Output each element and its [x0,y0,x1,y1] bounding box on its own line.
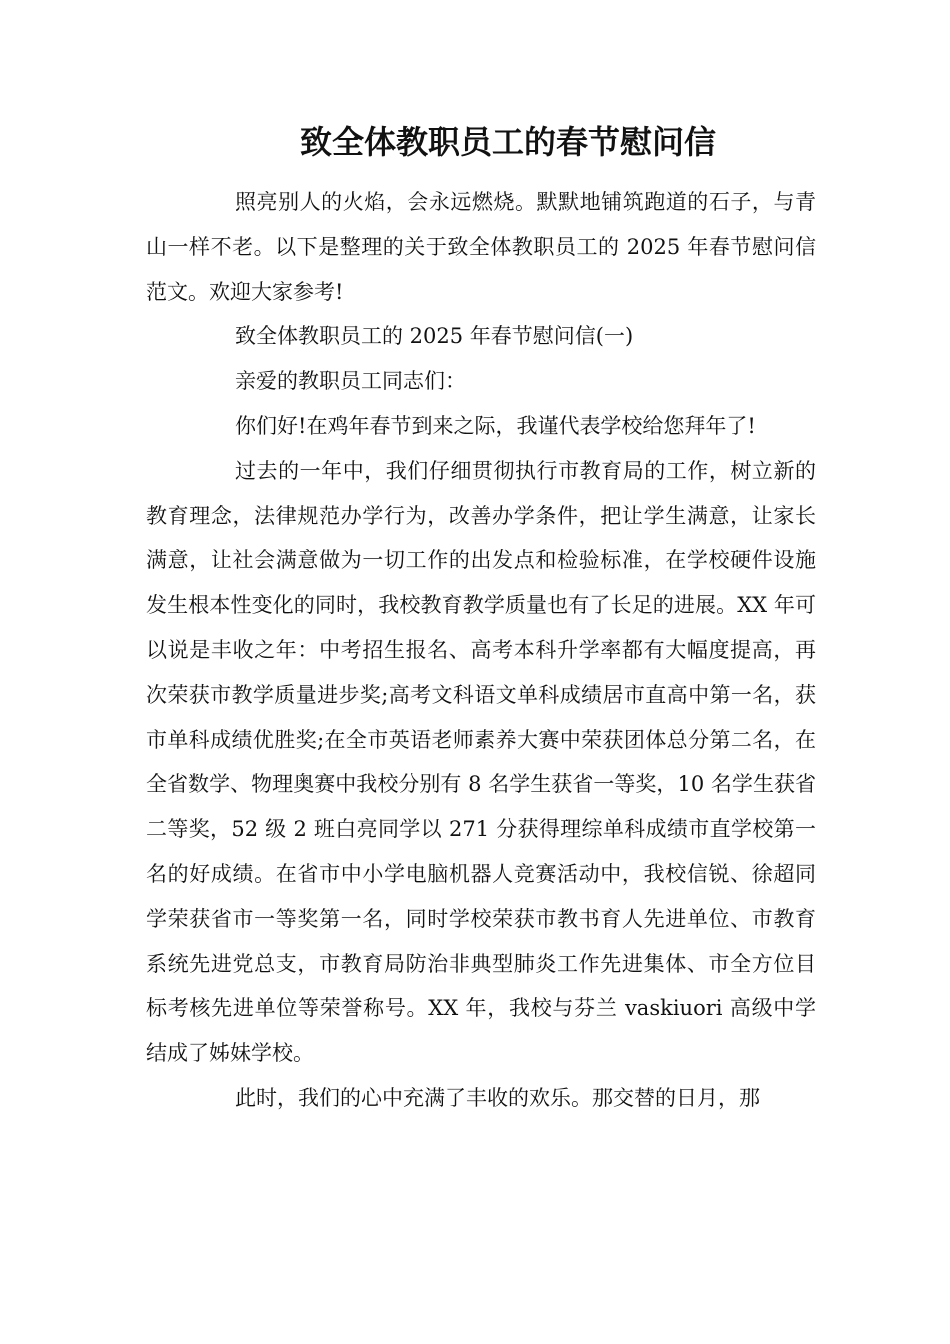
greeting-paragraph: 你们好!在鸡年春节到来之际，我谨代表学校给您拜年了! [235,413,756,438]
achievements-paragraph: 过去的一年中，我们仔细贯彻执行市教育局的工作，树立新的教育理念，法律规范办学行为，改善办学条件，把让学生满意，让家长满意，让社会满意做为一切工作的出发点和检验标准，在学校硬件设施发生根本性变化的同时，我校教育教学质量也有了长足的进展。XX 年可以说是丰收之年：中考招生报名、高考本科升学率都有大幅度提高，再次荣获市教学质量进步奖;高考文科语文单科成绩居市直高中第一名，获市单科成绩优胜奖;在全市英语老师素养大赛中荣获团体总分第二名，在全省数学、物理奥赛中我校分别有 8 名学生获省一等奖，10 名学生获省二等奖，52 级 2 班白亮同学以 271 分获得理综单科成绩市直学校第一名的好成绩。在省市中小学电脑机器人竞赛活动中，我校信锐、徐超同学荣获省市一等奖第一名，同时学校荣获市教书育人先进单位、市教育系统先进党总支，市教育局防治非典型肺炎工作先进集体、市全方位目标考核先进单位等荣誉称号。XX 年，我校与芬兰 vaskiuori 高级中学结成了姊妹学校。 [146,458,816,1066]
letter-heading: 致全体教职员工的 2025 年春节慰问信(一) [235,324,634,349]
document-body [146,180,816,1121]
document-title: 致全体教职员工的春节慰问信 [299,123,716,161]
closing-paragraph: 此时，我们的心中充满了丰收的欢乐。那交替的日月，那 [235,1085,760,1110]
salutation: 亲爱的教职员工同志们： [235,369,466,394]
intro-paragraph: 照亮别人的火焰，会永远燃烧。默默地铺筑跑道的石子，与青山一样不老。以下是整理的关于致全体教职员工的 2025 年春节慰问信范文。欢迎大家参考! [146,190,816,304]
